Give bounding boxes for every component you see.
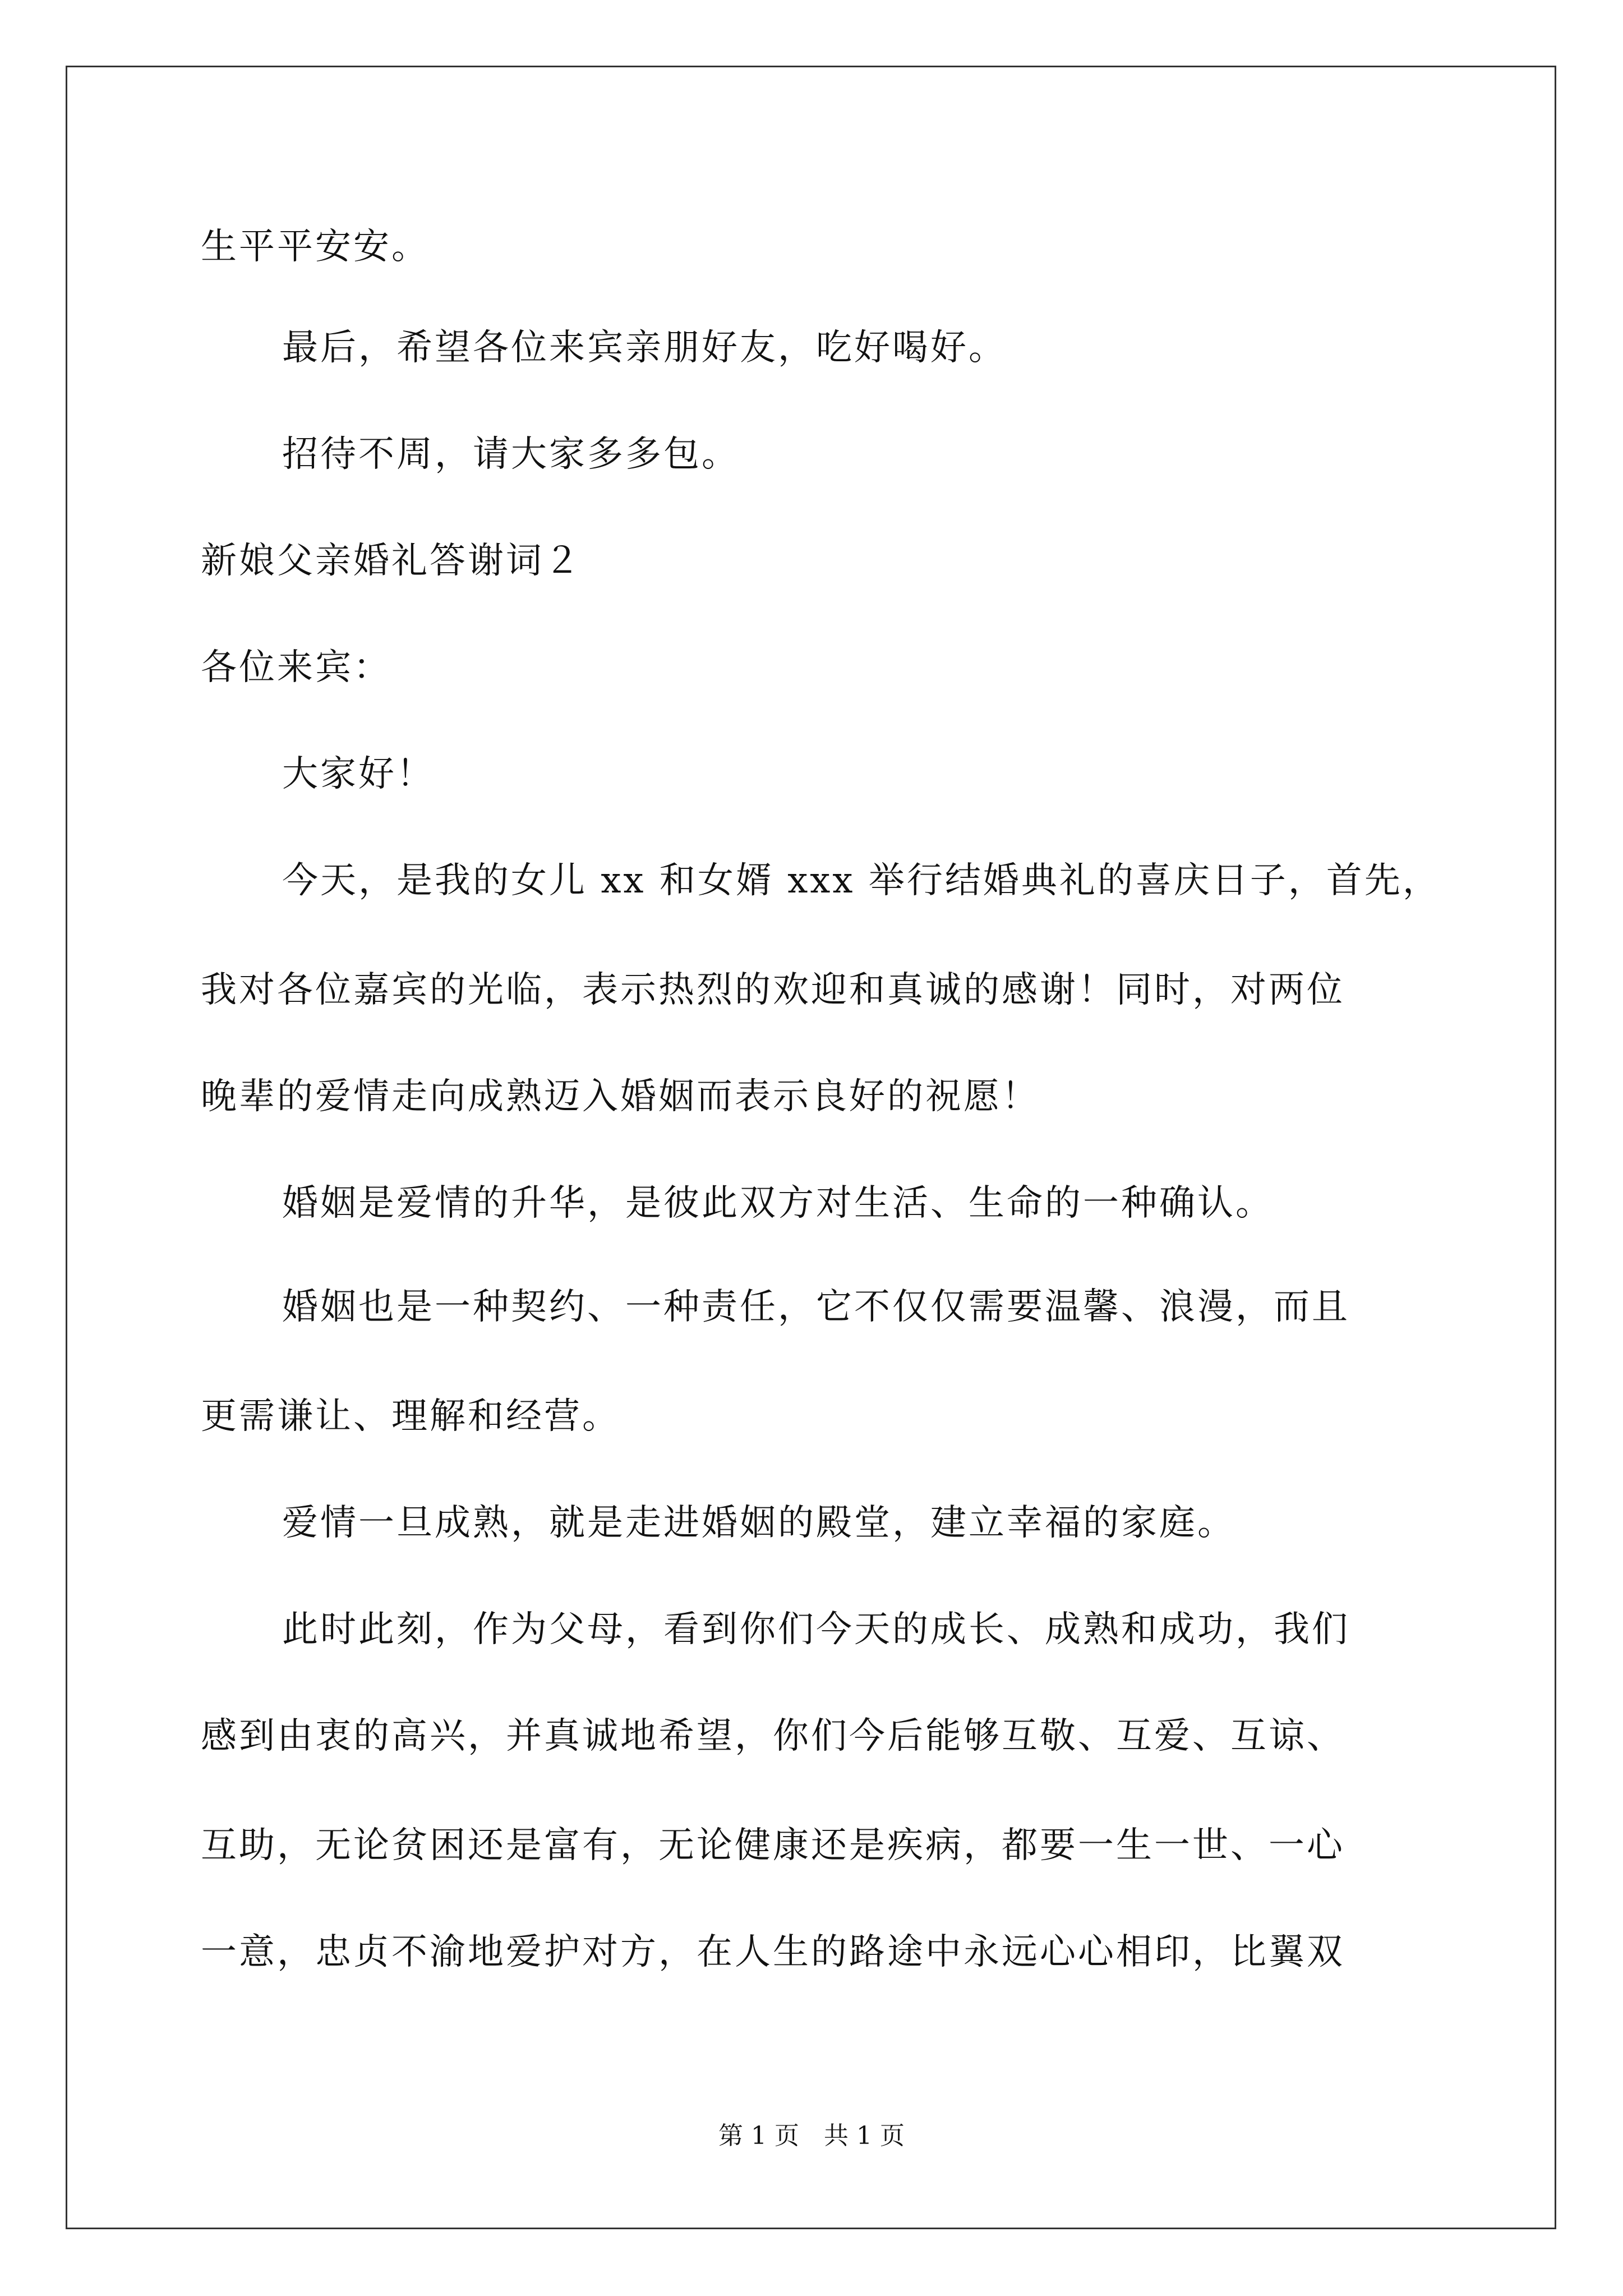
text-line-7: 今天，是我的女儿 xx 和女婿 xxx 举行结婚典礼的喜庆日子，首先， xyxy=(282,860,1441,901)
text-line-12: 更需谦让、理解和经营。 xyxy=(201,1396,620,1437)
page-footer: 第 1 页 共 1 页 xyxy=(718,2122,905,2150)
text-line-3: 招待不周，请大家多多包。 xyxy=(282,434,740,475)
text-line-2: 最后，希望各位来宾亲朋好友，吃好喝好。 xyxy=(282,327,1007,369)
text-line-10: 婚姻是爱情的升华，是彼此双方对生活、生命的一种确认。 xyxy=(282,1182,1274,1224)
page-border xyxy=(66,66,1556,2229)
text-line-14: 此时此刻，作为父母，看到你们今天的成长、成熟和成功，我们 xyxy=(282,1609,1350,1650)
greeting: 大家好！ xyxy=(282,753,435,795)
salutation: 各位来宾： xyxy=(201,647,391,688)
text-line-16: 互助，无论贫困还是富有，无论健康还是疾病，都要一生一世、一心 xyxy=(201,1825,1345,1866)
text-line-11: 婚姻也是一种契约、一种责任，它不仅仅需要温馨、浪漫，而且 xyxy=(282,1286,1350,1328)
text-line-1: 生平平安安。 xyxy=(201,226,430,268)
text-line-17: 一意，忠贞不渝地爱护对方，在人生的路途中永远心心相印，比翼双 xyxy=(201,1931,1345,1973)
text-line-9: 晚辈的爱情走向成熟迈入婚姻而表示良好的祝愿！ xyxy=(201,1076,1040,1117)
text-line-15: 感到由衷的高兴，并真诚地希望，你们今后能够互敬、互爱、互谅、 xyxy=(201,1715,1345,1757)
text-line-13: 爱情一旦成熟，就是走进婚姻的殿堂，建立幸福的家庭。 xyxy=(282,1502,1235,1544)
section-heading: 新娘父亲婚礼答谢词２ xyxy=(201,540,582,582)
text-line-8: 我对各位嘉宾的光临，表示热烈的欢迎和真诚的感谢！同时，对两位 xyxy=(201,969,1345,1011)
